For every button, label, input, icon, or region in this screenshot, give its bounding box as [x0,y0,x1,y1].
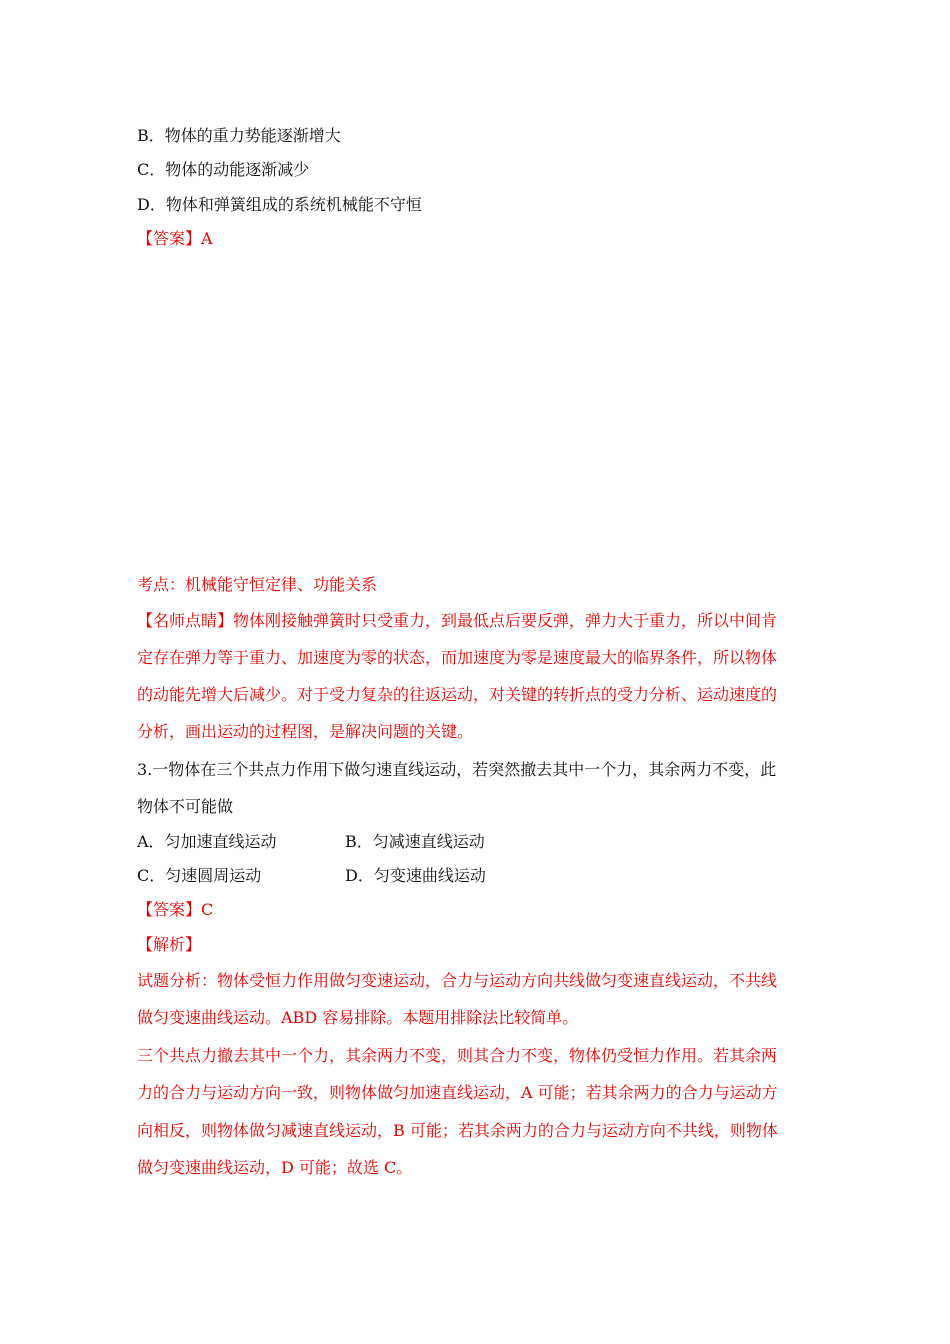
q3-answer [137,898,213,922]
q3-analysis-line-5: 向相反，则物体做匀减速直线运动，B 可能；若其余两力的合力与运动方向不共线，则物体 [137,1121,778,1140]
q3-analysis-line-6: 做匀变速曲线运动，D 可能；故选 C。 [137,1158,413,1177]
q3-answer-value: C [201,900,214,919]
q3-analysis-line-4: 力的合力与运动方向一致，则物体做匀加速直线运动，A 可能；若其余两力的合力与运动方 [137,1083,778,1102]
q3-stem-line-2: 物体不可能做 [137,797,234,816]
q2-commentary-line-4: 分析，画出运动的过程图，是解决问题的关键。 [137,722,474,741]
q2-commentary-line-1: 【名师点睛】物体刚接触弹簧时只受重力，到最低点后要反弹，弹力大于重力，所以中间肯 [137,611,778,630]
q2-answer [137,227,213,251]
q2-option-c: C．物体的动能逐渐减少 [137,160,310,179]
q3-stem-line-1: 3.一物体在三个共点力作用下做匀速直线运动，若突然撤去其中一个力，其余两力不变，此 [137,760,777,779]
q2-option-b: B．物体的重力势能逐渐增大 [137,126,341,145]
q3-analysis-label: 【解析】 [137,935,202,954]
q3-analysis-line-3: 三个共点力撤去其中一个力，其余两力不变，则其合力不变，物体仍受恒力作用。若其余两 [137,1046,778,1065]
q3-analysis-line-2: 做匀变速曲线运动。ABD 容易排除。本题用排除法比较简单。 [137,1008,579,1027]
q3-analysis-line-1: 试题分析：物体受恒力作用做匀变速运动，合力与运动方向共线做匀变速直线运动，不共线 [137,971,778,990]
q2-commentary-line-2: 定存在弹力等于重力、加速度为零的状态，而加速度为零是速度最大的临界条件，所以物体 [137,648,778,667]
q3-answer-label: 【答案】 [137,900,202,919]
q3-option-a: A．匀加速直线运动 [137,832,277,851]
q3-option-c: C．匀速圆周运动 [137,866,262,885]
q2-answer-label: 【答案】 [137,229,202,248]
q3-option-d: D．匀变速曲线运动 [345,866,486,885]
q2-answer-value: A [201,229,213,248]
q2-kaodian: 考点：机械能守恒定律、功能关系 [137,575,378,594]
q3-option-b: B．匀减速直线运动 [345,832,485,851]
q2-option-d: D．物体和弹簧组成的系统机械能不守恒 [137,195,422,214]
q2-commentary-line-3: 的动能先增大后减少。对于受力复杂的往返运动，对关键的转折点的受力分析、运动速度的 [137,685,778,704]
